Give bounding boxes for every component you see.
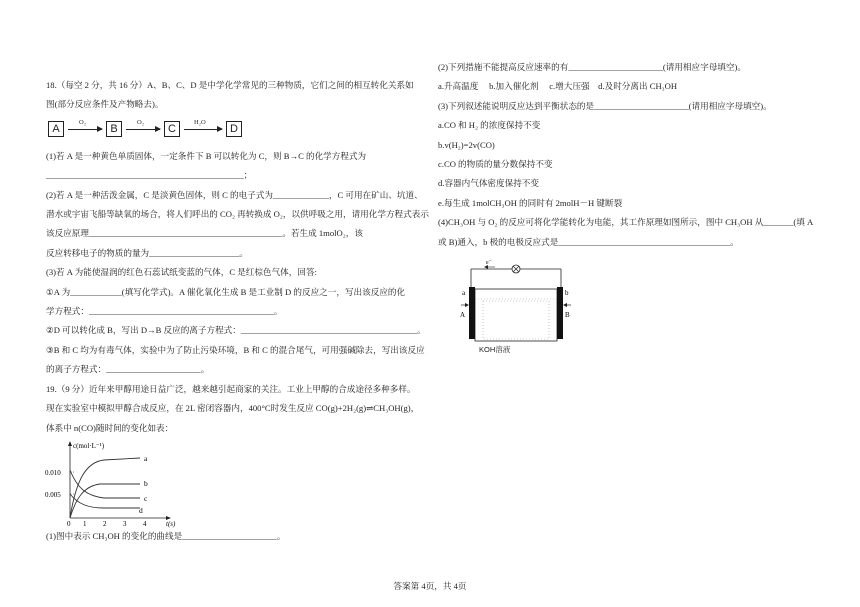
right-line-6: c.CO 的物质的量分数保持不变 (438, 159, 553, 170)
graph-y-arrowhead (68, 441, 72, 446)
right-line-1: (2)下列措施不能提高反应速率的有______________________(请用相应字母填空)。 (438, 62, 746, 72)
electrode-b-label: b (565, 289, 569, 297)
reaction-flow-diagram (46, 119, 428, 141)
flow-arrow-2 (126, 129, 160, 130)
graph-x-label: t(s) (166, 520, 176, 528)
q18-line-5: (2)若 A 是一种活泼金属，C 是淡黄色固体，则 C 的电子式为_____________，C 可用在矿山、坑道、 (46, 189, 423, 200)
inlet-a-label: A (460, 311, 466, 319)
q18-line-11: 学方程式：___________________________________________。 (46, 306, 283, 317)
right-line-5: b.v(H₂)=2v(CO) (438, 139, 495, 150)
q18-line-2: 图(部分反应条件及产物略去)。 (46, 99, 164, 110)
flow-box-d: D (226, 121, 242, 137)
left-column (46, 76, 428, 438)
concentration-time-graph (44, 440, 184, 526)
graph-x-tick-label-4: 4 (143, 520, 147, 528)
graph-y-label: c(mol·L⁻¹) (73, 442, 105, 450)
electrolyte-label: KOH溶液 (479, 345, 511, 354)
graph-curve-label-a: a (144, 454, 148, 463)
right-line-2: a.升高温度 b.加入催化剂 c.增大压强 d.及时分离出 CH₃OH (438, 81, 678, 92)
right-line-9: (4)CH₃OH 与 O₂ 的反应可将化学能转化为电能，其工作原理如图所示，图中 CH₃OH 从_______(填 A (438, 217, 814, 228)
graph-curve-d (70, 494, 140, 508)
graph-curve-label-b: b (144, 479, 148, 488)
q19-line-1: 19.（9 分）近年来甲醇用途日益广泛，越来越引起商家的关注。工业上甲醇的合成途径多种多样。 (46, 383, 416, 394)
q18-line-10: ①A 为____________(填写化学式)。A 催化氧化生成 B 是工业制 D 的反应之一，写出该反应的化 (46, 286, 406, 297)
graph-curve-label-d: d (139, 506, 143, 515)
graph-x-tick-label-1: 1 (83, 520, 87, 528)
flow-box-a: A (48, 121, 64, 137)
right-line-3: (3)下列叙述能说明反应达到平衡状态的是______________________(请用相应字母填空)。 (438, 100, 772, 111)
q18-line-4: ______________________________________________； (46, 170, 253, 181)
graph-x-tick-label-0: 0 (67, 520, 71, 528)
graph-x-tick-label-3: 3 (123, 520, 127, 528)
q18-line-8: 反应转移电子的物质的量为_____________________。 (46, 247, 248, 258)
flow-box-b: B (106, 121, 122, 137)
right-line-4: a.CO 和 H₂ 的浓度保持不变 (438, 120, 541, 131)
q18-line-14: 的离子方程式：______________________。 (46, 364, 210, 375)
electrolyte-region (483, 301, 549, 339)
flow-box-c: C (164, 121, 180, 137)
electrode-a-label: a (462, 289, 466, 297)
q18-line-7: 该反应原理_____________________________________________。若生成 1molO₂，该 (46, 228, 363, 239)
flow-arrow-label-3: H₂O (194, 118, 206, 126)
right-column (438, 58, 828, 252)
graph-curve-label-c: c (144, 494, 148, 503)
electrode-a (469, 287, 475, 339)
graph-x-tick-label-2: 2 (103, 520, 107, 528)
q18-line-13: ③B 和 C 均为有毒气体，实验中为了防止污染环境，B 和 C 的混合尾气，可用强碱除去，写出该反应 (46, 344, 425, 355)
flow-arrow-label-1: O₂ (79, 118, 86, 126)
flow-arrow-1 (68, 129, 102, 130)
inlet-b-label: B (565, 311, 570, 319)
graph-curve-b (70, 484, 140, 518)
electrode-b (557, 287, 563, 339)
q18-line-9: (3)若 A 为能使湿润的红色石蕊试纸变蓝的气体，C 是红棕色气体，回答: (46, 267, 317, 278)
q18-line-1: 18.（每空 2 分，共 16 分）A、B、C、D 是中学化学常见的三种物质，它们之间的相互转化关系如 (46, 80, 414, 90)
flow-arrow-label-2: O₂ (137, 118, 144, 126)
flow-arrow-3 (184, 129, 222, 130)
cell-container (475, 289, 557, 341)
right-line-10: 或 B)通入，b 极的电极反应式是________________________________________。 (438, 236, 739, 247)
right-line-8: e.每生成 1molCH₃OH 的同时有 2molH－H 键断裂 (438, 197, 623, 208)
q18-line-12: ②D 可以转化成 B，写出 D→B 反应的离子方程式：_________________________________________。 (46, 325, 426, 336)
electron-label: e⁻ (486, 260, 492, 266)
q19-question-1: (1)图中表示 CH₃OH 的变化的曲线是______________________。 (46, 531, 286, 541)
page-footer: 答案第 4页，共 4页 (393, 581, 467, 591)
graph-y-tick-label-1: 0.010 (45, 469, 61, 477)
q19-line-2: 现在实验室中模拟甲醇合成反应，在 2L 密闭容器内，400°C时发生反应 CO(g)+2H₂(g)⇌CH₃OH(g)， (46, 403, 420, 414)
q18-line-6: 潜水或宇宙飞船等缺氧的场合，将人们呼出的 CO₂ 再转换成 O₂，以供呼吸之用，请用化学方程式表示 (46, 209, 429, 220)
q19-line-3: 体系中 n(CO)随时间的变化如表： (46, 422, 174, 433)
graph-y-tick-label-2: 0.005 (45, 491, 61, 499)
q18-line-3: (1)若 A 是一种黄色单质固体，一定条件下 B 可以转化为 C，则 B→C 的化学方程式为 (46, 150, 367, 161)
fuel-cell-diagram (460, 260, 571, 355)
right-line-7: d.容器内气体密度保持不变 (438, 178, 539, 189)
